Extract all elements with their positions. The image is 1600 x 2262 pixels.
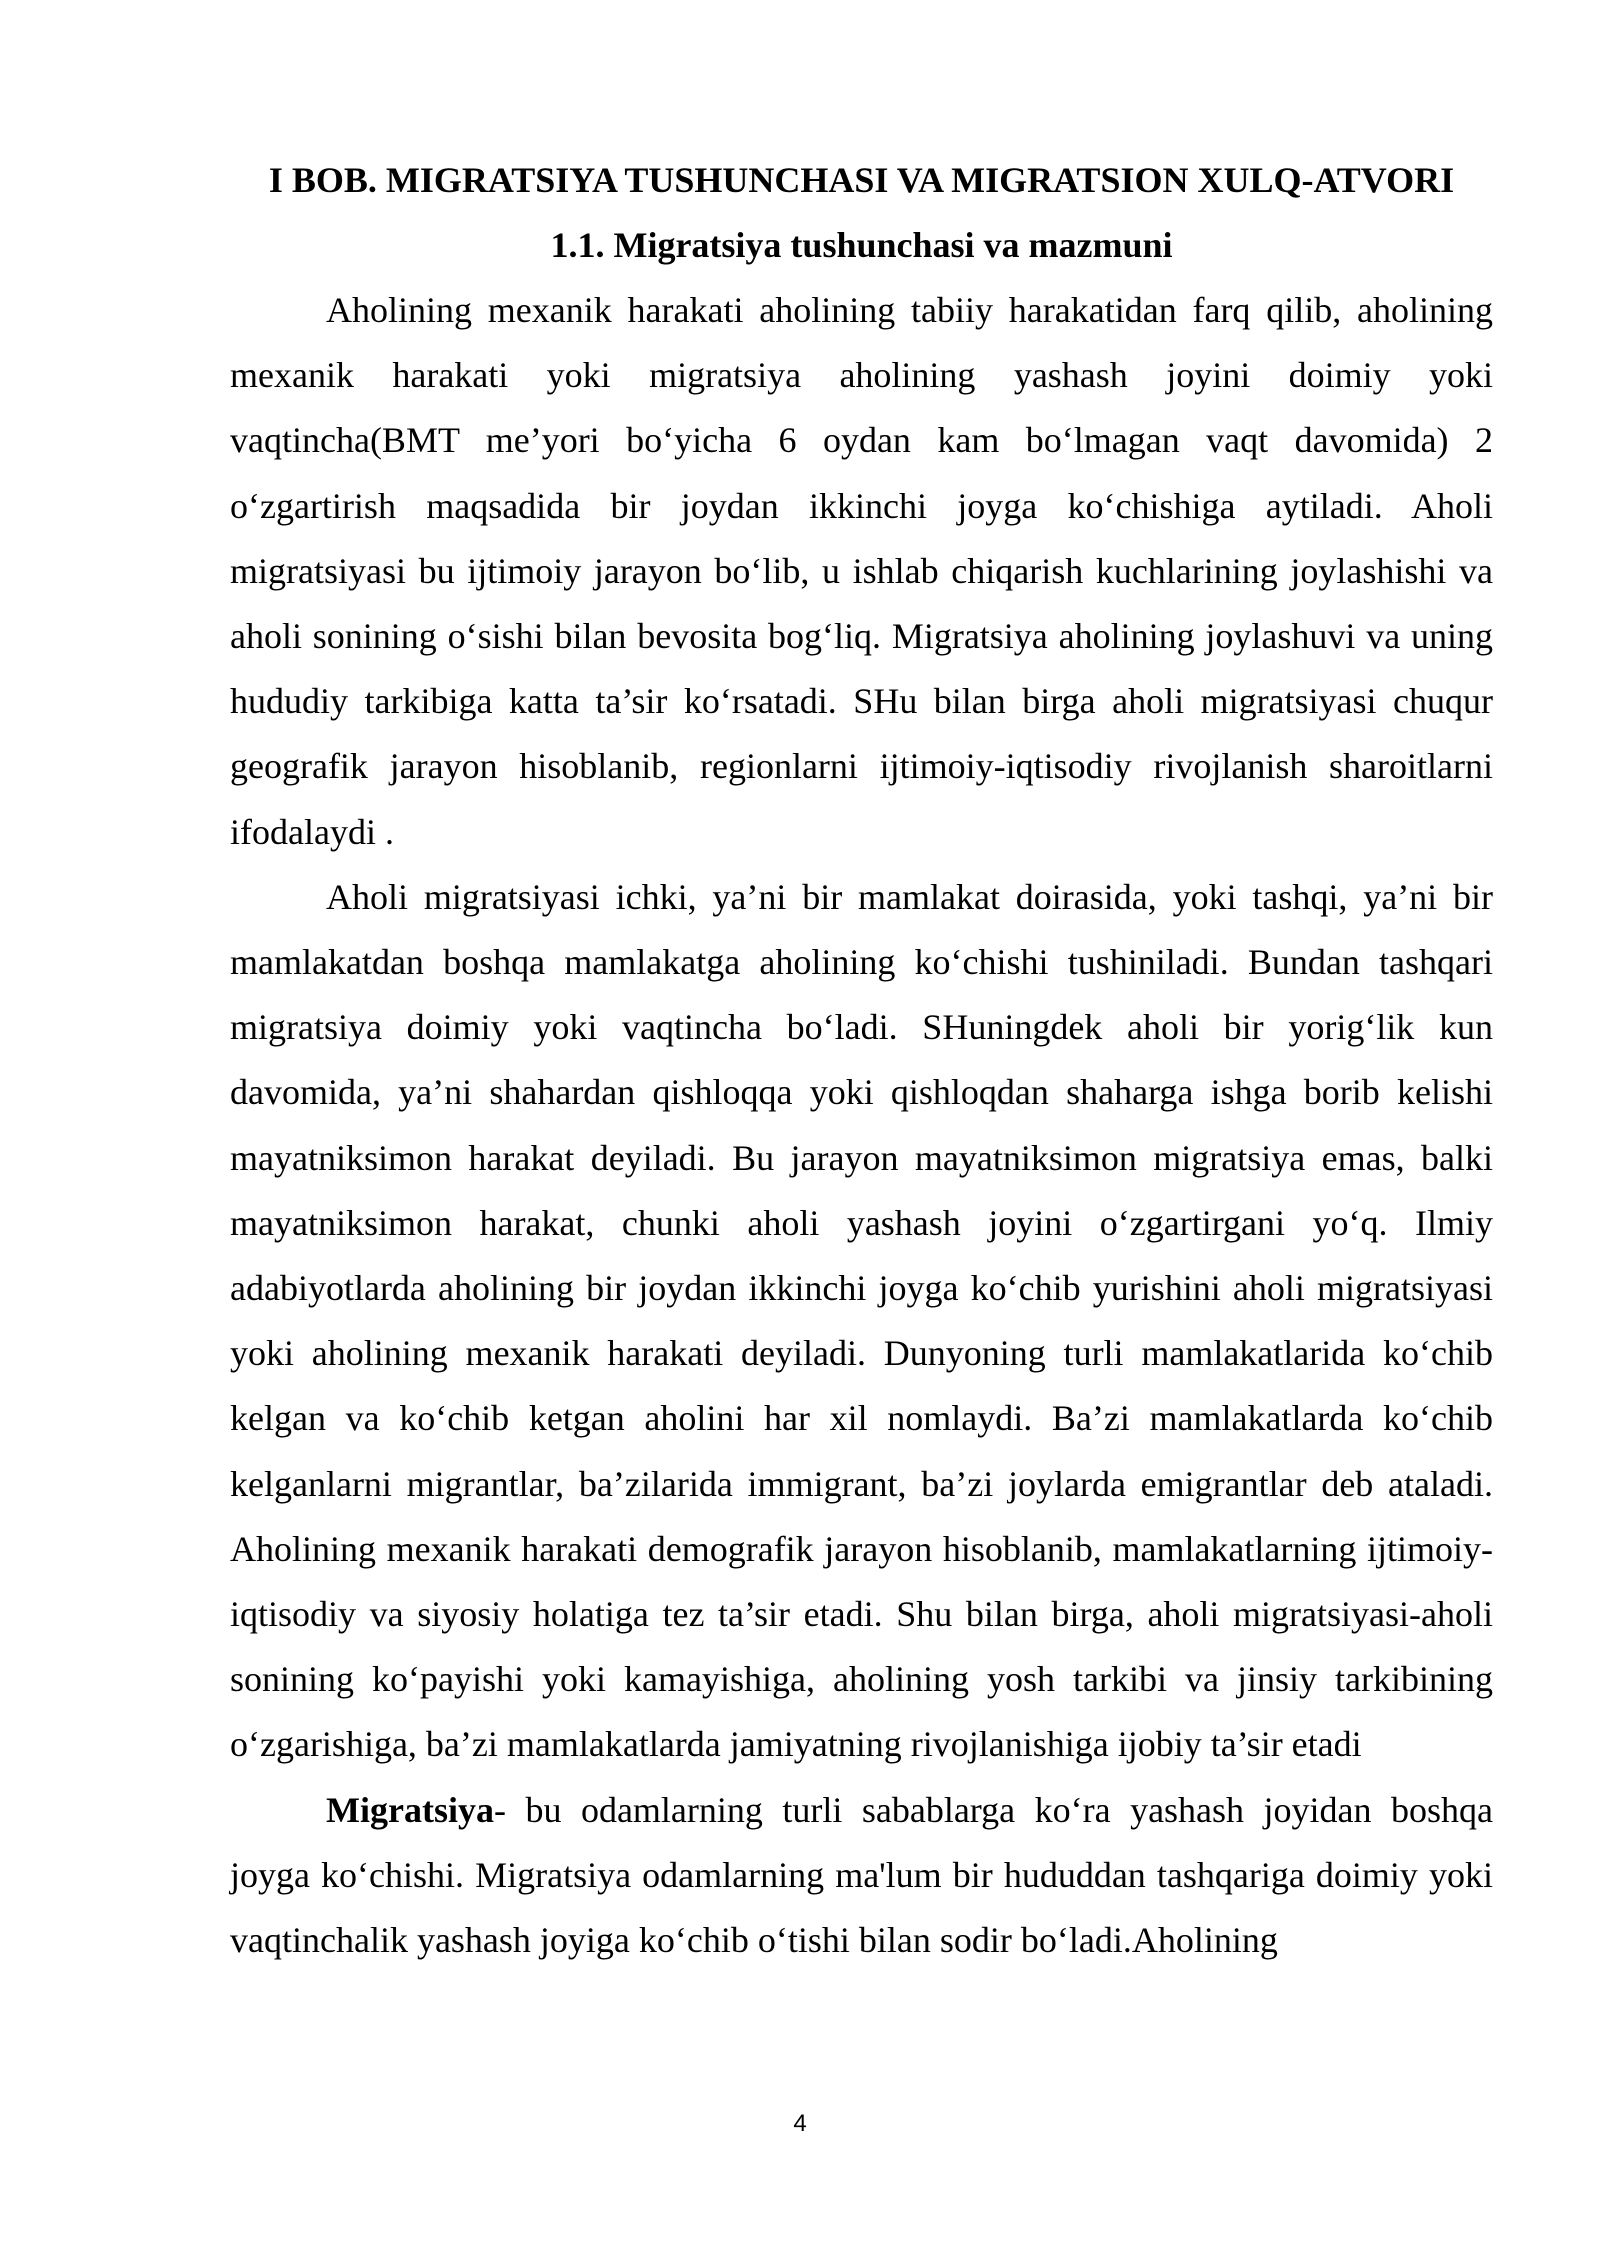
paragraph-3-text: - bu odamlarning turli sabablarga ko‘ra yashash joyidan boshqa joyga ko‘chishi. Migratsiya odamlarning ma'lum bir hududdan tashqariga doimiy yoki vaqtinchalik yashash joyiga ko‘chib o‘tishi bilan sodir bo‘ladi.Aholining <box>230 1789 1493 1961</box>
section-title: 1.1. Migratsiya tushunchasi va mazmuni <box>550 225 1173 265</box>
paragraph-1: Aholining mexanik harakati aholining tabiiy harakatidan farq qilib, aholining mexanik harakati yoki migratsiya aholining yashash joyini doimiy yoki vaqtincha(BMT me’yori bo‘yicha 6 oydan kam bo‘lmagan vaqt davomida) 2 o‘zgartirish maqsadida bir joydan ikkinchi joyga ko‘chishiga aytiladi. Aholi migratsiyasi bu ijtimoiy jarayon bo‘lib, u ishlab chiqarish kuchlarining joylashishi va aholi sonining o‘sishi bilan bevosita bog‘liq. Migratsiya aholining joylashuvi va uning hududiy tarkibiga katta ta’sir ko‘rsatadi. SHu bilan birga aholi migratsiyasi chuqur geografik jarayon hisoblanib, regionlarni ijtimoiy-iqtisodiy rivojlanish sharoitlarni ifodalaydi . <box>230 290 1493 852</box>
document-page <box>230 148 1493 1973</box>
paragraph-2: Aholi migratsiyasi ichki, ya’ni bir mamlakat doirasida, yoki tashqi, ya’ni bir mamlakatdan boshqa mamlakatga aholining ko‘chishi tushiniladi. Bundan tashqari migratsiya doimiy yoki vaqtincha bo‘ladi. SHuningdek aholi bir yorig‘lik kun davomida, ya’ni shahardan qishloqqa yoki qishloqdan shaharga ishga borib kelishi mayatniksimon harakat deyiladi. Bu jarayon mayatniksimon migratsiya emas, balki mayatniksimon harakat, chunki aholi yashash joyini o‘zgartirgani yo‘q. Ilmiy adabiyotlarda aholining bir joydan ikkinchi joyga ko‘chib yurishini aholi migratsiyasi yoki aholining mexanik harakati deyiladi. Dunyoning turli mamlakatlarida ko‘chib kelgan va ko‘chib ketgan aholini har xil nomlaydi. Ba’zi mamlakatlarda ko‘chib kelganlarni migrantlar, ba’zilarida immigrant, ba’zi joylarda emigrantlar deb ataladi. Aholining mexanik harakati demografik jarayon hisoblanib, mamlakatlarning ijtimoiy- iqtisodiy va siyosiy holatiga tez ta’sir etadi. Shu bilan birga, aholi migratsiyasi-aholi sonining ko‘payishi yoki kamayishiga, aholining yosh tarkibi va jinsiy tarkibining o‘zgarishiga, ba’zi mamlakatlarda jamiyatning rivojlanishiga ijobiy ta’sir etadi <box>230 876 1493 1765</box>
paragraph-3-lead-term: Migratsiya <box>326 1789 494 1830</box>
page-number: 4 <box>793 2110 807 2137</box>
chapter-title: I BOB. MIGRATSIYA TUSHUNCHASI VA MIGRATSION XULQ-ATVORI <box>268 160 1455 200</box>
paragraph-3 <box>230 1778 1493 1974</box>
